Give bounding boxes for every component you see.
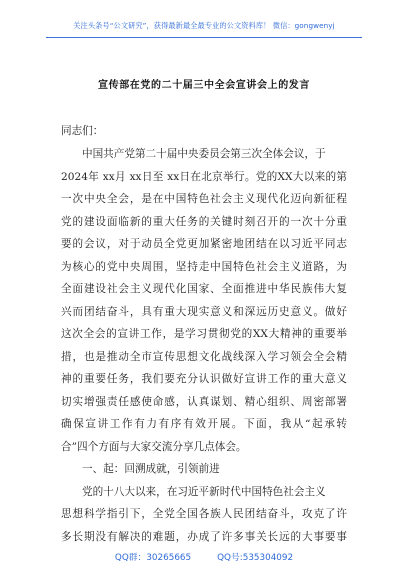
header-divider [46, 37, 362, 38]
body-line: 要的会议，对于动员全党更加紧密地团结在以习近平同志 [61, 238, 347, 250]
body-line: 合”四个方面与大家交流分享几点体会。 [61, 440, 247, 453]
qq-group-link[interactable]: QQ群：30265665 [114, 553, 192, 563]
body-line: 2024年 xx月 xx日至 xx日在北京举行。党的XX大以来的第 [61, 170, 347, 183]
body-line: 切实增强责任感使命感，认真谋划、精心组织、周密部署 [61, 395, 347, 408]
body-line: 中国共产党第二十届中央委员会第三次全体会议，于 [82, 148, 326, 160]
body-line: 思想科学指引下，全党全国各族人民团结奋斗，攻克了许 [61, 508, 347, 520]
body-line: 党的建设面临新的重大任务的关键时刻召开的一次十分重 [61, 215, 347, 228]
body-line: 确保宣讲工作有力有序有效开展。下面，我从“起承转 [61, 418, 347, 430]
body-line: 多长期没有解决的难题，办成了许多事关长远的大事要事 [61, 530, 347, 543]
body-line: 为核心的党中央周围，坚持走中国特色社会主义道路，为 [61, 260, 347, 273]
document-title: 宣传部在党的二十届三中全会宣讲会上的发言 [98, 80, 310, 91]
salutation: 同志们： [61, 125, 104, 137]
section-heading: 一、起：回溯成就，引领前进 [82, 463, 220, 475]
header-banner[interactable]: 关注头条号“公文研究”，获得最新最全最专业的公文资料库！ 微信：gongwenyj [73, 21, 335, 30]
body-line: 党的十八大以来，在习近平新时代中国特色社会主义 [82, 485, 326, 498]
document-body [61, 143, 347, 548]
body-line: 措，也是推动全市宣传思想文化战线深入学习领会全会精 [61, 350, 347, 363]
body-line: 全面建设社会主义现代化国家、全面推进中华民族伟大复 [61, 283, 347, 295]
body-line: 一次中央全会，是在中国特色社会主义现代化迈向新征程 [61, 193, 347, 205]
body-line: 这次全会的宣讲工作，是学习贯彻党的XX大精神的重要举 [61, 328, 347, 340]
footer-contact [0, 550, 408, 563]
body-line: 兴而团结奋斗，具有重大现实意义和深远历史意义。做好 [61, 305, 347, 318]
body-line: 神的重要任务，我们要充分认识做好宣讲工作的重大意义 [61, 373, 347, 385]
qq-number-link[interactable]: QQ号:535304092 [217, 553, 294, 563]
